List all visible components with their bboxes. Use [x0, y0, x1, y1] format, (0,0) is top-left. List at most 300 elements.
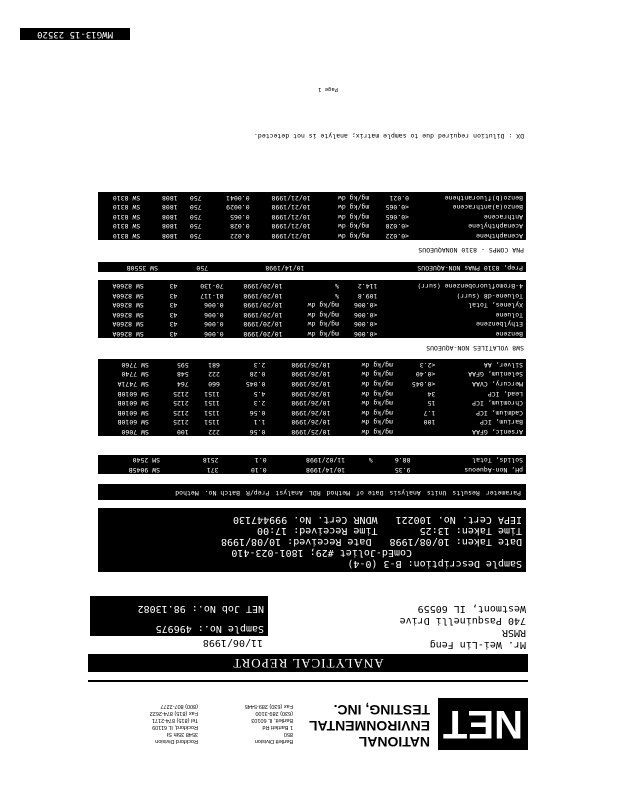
table-cell: 0.1 — [254, 456, 267, 465]
table-cell: 10/26/1998 — [291, 370, 331, 379]
table-cell: 1.1 — [253, 418, 266, 427]
pna-header: PNA COMPS - 8310 NONAQUEOUS — [418, 246, 524, 254]
table-cell: <0.006 — [353, 310, 378, 319]
table-cell: 681 — [208, 360, 220, 369]
table-row — [98, 230, 526, 240]
table-cell: 10/21/1998 — [271, 232, 311, 240]
table-row — [98, 300, 526, 310]
table-row — [98, 455, 526, 465]
table-cell: mg/kg dw — [337, 212, 370, 221]
table-cell: mg/kg dw — [337, 232, 370, 240]
table-cell: 1808 — [161, 212, 178, 221]
table-cell: 10/21/1998 — [271, 212, 311, 221]
table-row — [98, 426, 526, 436]
table-cell: 0.045 — [245, 380, 266, 389]
table-cell: 4-Bromofluorobenzene (surr) — [417, 282, 523, 291]
table-cell — [205, 230, 213, 240]
column-header: Batch No. — [204, 489, 240, 497]
table-cell — [318, 262, 328, 272]
table-cell: 1808 — [161, 193, 178, 202]
table-row — [98, 221, 526, 231]
addressee-name: Mr. Wei-Lin Feng — [429, 639, 526, 650]
table-cell — [152, 388, 161, 398]
table-cell: mg/kg dw — [361, 370, 393, 379]
net-logo: NET — [438, 698, 528, 750]
column-header: Analyst — [275, 489, 303, 497]
table-cell: Selenium, GFAA — [468, 370, 523, 379]
table-cell — [333, 378, 342, 388]
table-cell: 10/20/1998 — [243, 310, 283, 319]
table-cell: 2.3 — [253, 360, 266, 369]
table-cell: SW 6010B — [117, 418, 149, 427]
table-row — [98, 328, 526, 338]
table-cell — [147, 280, 155, 290]
table-cell: 10/20/1998 — [243, 291, 283, 300]
table-cell — [147, 300, 155, 310]
table-cell: <0.028 — [385, 222, 410, 231]
table-cell — [152, 426, 161, 436]
table-cell: 0.56 — [249, 428, 266, 436]
table-cell: 1808 — [161, 222, 178, 231]
table-row — [98, 202, 526, 212]
table-cell: 10/26/1998 — [291, 418, 331, 427]
column-header: Results — [452, 489, 480, 497]
column-header: RDL — [308, 489, 321, 497]
table-cell — [163, 455, 173, 465]
table-cell: 0.021 — [389, 193, 410, 202]
table-cell: 750 — [196, 264, 209, 272]
table-cell — [152, 417, 161, 427]
table-row — [98, 464, 526, 474]
table-cell: 750 — [189, 212, 202, 221]
table-cell: 34 — [427, 389, 436, 398]
table-cell — [314, 221, 322, 231]
table-cell: 750 — [189, 193, 202, 202]
table-cell — [222, 455, 232, 465]
table-cell: SW 8310 — [112, 203, 141, 212]
page-mark: Page 1 — [318, 86, 338, 92]
table-cell: 0.065 — [230, 212, 250, 221]
table-cell: Ethylbenzene — [476, 320, 523, 329]
table-cell: 109.8 — [357, 291, 378, 300]
table-cell: SW 8310 — [112, 193, 141, 202]
table-cell: 1.7 — [423, 408, 436, 417]
table-cell: 2125 — [173, 408, 189, 417]
table-cell: 0.006 — [204, 301, 224, 310]
table-cell: Anthracene — [483, 212, 523, 221]
report-title: ANALYTICAL REPORT — [88, 654, 528, 672]
table-cell — [205, 211, 213, 221]
table-cell: 0.0041 — [226, 193, 250, 202]
table-cell: % — [335, 282, 339, 291]
table-cell: Prep, 8310 PNAs NON-AQUEOUS — [417, 264, 523, 272]
table-cell — [173, 455, 183, 465]
table-cell: <0.006 — [353, 301, 378, 310]
results-table-c — [98, 280, 526, 338]
table-cell — [152, 359, 161, 369]
table-cell: Silver, AA — [483, 360, 523, 369]
table-cell — [152, 378, 161, 388]
table-cell: 11/02/1998 — [305, 456, 346, 465]
table-cell: SW 7060 — [121, 428, 149, 436]
addressee-street: 740 Pasquinelli Drive — [399, 615, 526, 626]
table-cell: 10/26/1998 — [291, 408, 331, 417]
table-cell: 1151 — [204, 389, 220, 398]
table-cell — [314, 230, 322, 240]
table-row — [98, 388, 526, 398]
table-cell — [147, 328, 155, 338]
table-cell: 750 — [189, 232, 202, 240]
table-cell: 43 — [169, 330, 178, 338]
report-date: 11/06/1998 — [202, 637, 263, 648]
sample-info-box: Sample Description: B-3 (0-4) ComEd-Joliet #29; 1801-023-410 Date Taken: 10/08/1998 Date Received: 10/08/1998 Time Taken: 13:25 Time Received: 17:00 IEPA Cert. No. 100221 WDNR Cert. No. 999447130 — [98, 508, 526, 572]
column-headers — [172, 487, 524, 497]
addressee-block — [400, 602, 526, 650]
table-cell — [152, 369, 161, 379]
table-cell: 15 — [427, 399, 436, 408]
table-cell — [180, 328, 188, 338]
division-bartlett: Bartlett Division 850 1 Bartlett Rd Bartlett, IL 60103 (630) 289-3100 Fax (630) 289-5445 — [244, 703, 293, 744]
table-cell: mg/kg dw — [361, 418, 393, 427]
table-cell: 0.006 — [204, 320, 224, 329]
table-cell: Acenaphthene — [476, 232, 523, 240]
table-cell: 10/26/1998 — [291, 399, 331, 408]
table-cell: Benzo(a)anthracene — [452, 203, 523, 212]
table-cell — [333, 417, 342, 427]
table-cell — [143, 211, 151, 221]
table-cell: % — [335, 291, 339, 300]
table-cell: 750 — [189, 203, 202, 212]
table-cell — [314, 192, 322, 202]
table-cell: 2.3 — [253, 399, 266, 408]
table-cell — [205, 221, 213, 231]
addressee-org: RMSR — [501, 627, 526, 638]
table-cell — [205, 202, 213, 212]
table-cell: 10/25/1998 — [291, 428, 331, 436]
table-cell: 0.006 — [204, 330, 224, 338]
table-cell — [223, 426, 232, 436]
table-cell: Toluene — [495, 310, 523, 319]
document-code: MWG13-15 23520 — [20, 28, 130, 40]
table-cell: 10/20/1998 — [243, 330, 283, 338]
table-cell: SW 7740 — [121, 370, 149, 379]
table-row — [98, 378, 526, 388]
table-cell — [155, 328, 163, 338]
table-cell: mg/kg dw — [337, 222, 370, 231]
table-cell — [286, 309, 294, 319]
table-cell: SW 8310 — [112, 232, 141, 240]
table-row — [98, 417, 526, 427]
table-cell: 10/20/1998 — [243, 301, 283, 310]
table-cell — [307, 262, 317, 272]
table-cell: 10/26/1998 — [291, 380, 331, 389]
addressee-city: Westmont, IL 60559 — [417, 603, 526, 614]
table-cell: <0.40 — [415, 370, 436, 379]
table-cell — [223, 398, 232, 408]
column-header: Method — [175, 489, 199, 497]
table-cell — [147, 290, 155, 300]
table-cell: 10/21/1998 — [271, 193, 311, 202]
table-cell — [222, 464, 232, 474]
table-cell — [223, 369, 232, 379]
table-cell: mg/kg dw — [307, 330, 339, 338]
table-cell: 88.6 — [394, 456, 411, 465]
table-cell: SW 8260A — [112, 291, 144, 300]
table-cell — [163, 464, 173, 474]
table-cell: <0.006 — [353, 320, 378, 329]
table-cell: Mercury, CVAA — [472, 380, 523, 389]
column-header: Method — [326, 489, 351, 497]
table-cell — [286, 280, 294, 290]
table-cell: 100 — [423, 418, 436, 427]
table-cell — [180, 290, 188, 300]
table-cell: 43 — [169, 320, 178, 329]
table-cell: 43 — [169, 291, 178, 300]
job-number: 98.13082 — [137, 603, 186, 614]
table-cell: SM 2540 — [132, 456, 161, 465]
table-cell — [223, 417, 232, 427]
table-cell — [180, 309, 188, 319]
table-cell — [223, 378, 232, 388]
table-cell — [359, 464, 376, 474]
table-cell: 1151 — [204, 408, 220, 417]
table-cell: % — [368, 456, 373, 465]
table-cell: SW 8260A — [112, 310, 144, 319]
table-cell — [205, 192, 213, 202]
table-cell — [314, 211, 322, 221]
table-cell: 10/26/1998 — [291, 389, 331, 398]
table-cell — [152, 398, 161, 408]
table-cell: Barium, ICP — [479, 418, 523, 427]
table-cell — [286, 328, 294, 338]
table-cell — [143, 230, 151, 240]
table-cell — [143, 221, 151, 231]
table-cell: 595 — [176, 360, 189, 369]
table-cell — [333, 369, 342, 379]
table-row — [98, 407, 526, 417]
table-cell: SW 9045B — [128, 466, 161, 474]
table-cell: Benzo(b)fluoranthene — [444, 193, 523, 202]
table-cell: 0.10 — [250, 466, 267, 474]
table-cell: 1151 — [204, 399, 220, 408]
table-cell — [155, 309, 163, 319]
table-cell: <0.022 — [385, 232, 410, 240]
table-cell: Chromium, ICP — [472, 399, 523, 408]
table-cell: SW 6010B — [117, 399, 149, 408]
table-cell — [152, 407, 161, 417]
table-cell — [223, 388, 232, 398]
table-cell: 371 — [206, 466, 219, 474]
table-cell: <0.065 — [385, 203, 410, 212]
table-cell: 1808 — [161, 232, 178, 240]
division-rockford: Rockford Division 3548 35th St Rockford, IL 61109 Tel (815) 874-2171 Fax (815) 874-2622 (800) 807-2277 — [149, 703, 198, 744]
table-cell: <2.3 — [419, 360, 436, 369]
table-cell — [155, 319, 163, 329]
table-cell: 0.0029 — [226, 203, 250, 212]
table-cell: 10/20/1998 — [243, 320, 283, 329]
table-cell: mg/kg dw — [307, 310, 339, 319]
table-cell — [333, 426, 342, 436]
table-cell: 2125 — [173, 418, 189, 427]
table-row — [98, 369, 526, 379]
table-cell: 764 — [176, 380, 189, 389]
table-cell — [180, 319, 188, 329]
table-row — [98, 280, 526, 290]
table-cell — [333, 407, 342, 417]
table-cell: 2518 — [202, 456, 219, 465]
table-cell: 222 — [208, 428, 220, 436]
column-header: Units — [426, 489, 447, 497]
table-cell: <0.065 — [385, 212, 410, 221]
table-cell: Benzene — [495, 330, 523, 338]
table-cell: 2125 — [173, 389, 189, 398]
table-cell: 1808 — [161, 203, 178, 212]
table-cell: SW 8260A — [112, 330, 144, 338]
table-cell — [333, 398, 342, 408]
table-cell — [155, 280, 163, 290]
table-cell: 10/14/1998 — [265, 264, 305, 272]
table-cell — [333, 359, 342, 369]
table-row — [98, 211, 526, 221]
table-cell: SW 7760 — [121, 360, 149, 369]
table-row — [98, 309, 526, 319]
table-cell — [328, 262, 338, 272]
table-cell — [223, 359, 232, 369]
table-cell — [173, 464, 183, 474]
table-row — [98, 359, 526, 369]
sample-site: ComEd-Joliet #29; 1801-023-410 — [231, 547, 412, 558]
table-cell: SW 8310 — [112, 222, 141, 231]
table-cell — [147, 309, 155, 319]
table-cell: mg/kg dw — [361, 389, 393, 398]
table-cell: SW 6010B — [117, 389, 149, 398]
table-cell: 4.5 — [253, 389, 266, 398]
sample-id-box: Sample No.: 496975 NET Job No.: 98.13082 — [90, 596, 268, 636]
table-cell: 70-130 — [200, 282, 224, 291]
sample-number: 496975 — [155, 623, 192, 634]
table-row — [98, 319, 526, 329]
table-cell — [223, 407, 232, 417]
table-cell: 9.35 — [394, 466, 411, 474]
table-cell: SW 8260A — [112, 320, 144, 329]
footnote: DX : Dilution required due to sample matrix; analyte is not detected. — [253, 132, 524, 140]
column-header: Prep/R — [245, 489, 270, 497]
table-cell: SW 7471A — [117, 380, 149, 389]
table-row — [98, 192, 526, 202]
table-cell: 2125 — [173, 399, 189, 408]
table-cell: Xylenes, Total — [468, 301, 523, 310]
table-cell: 43 — [169, 310, 178, 319]
company-logo-block — [88, 680, 528, 762]
table-cell: 0.28 — [249, 370, 266, 379]
table-cell: Lead, ICP — [487, 389, 523, 398]
table-cell: SW 3550B — [126, 264, 158, 272]
table-cell — [171, 262, 181, 272]
table-cell: SW 8260A — [112, 301, 144, 310]
table-cell: 114.2 — [357, 282, 378, 291]
table-cell: 43 — [169, 282, 178, 291]
table-cell — [314, 202, 322, 212]
table-cell — [155, 300, 163, 310]
table-cell — [180, 300, 188, 310]
table-cell — [333, 388, 342, 398]
table-cell — [348, 464, 358, 474]
table-cell — [396, 426, 438, 436]
table-cell: 0.028 — [230, 222, 250, 231]
table-cell: 10/26/1998 — [291, 360, 331, 369]
table-cell — [143, 202, 151, 212]
table-cell: 81-117 — [200, 291, 224, 300]
table-cell: 660 — [208, 380, 220, 389]
table-cell: 10/14/1998 — [305, 466, 346, 474]
table-cell: mg/kg dw — [361, 380, 393, 389]
table-cell: 100 — [176, 428, 189, 436]
table-cell: 1151 — [204, 418, 220, 427]
table-cell: 750 — [189, 222, 202, 231]
voc-header: SW8 VOLATILES NON-AQUEOUS — [426, 344, 524, 352]
table-cell: 0.56 — [249, 408, 266, 417]
table-cell: mg/kg dw — [337, 203, 370, 212]
table-cell — [286, 319, 294, 329]
table-cell: 0.022 — [230, 232, 250, 240]
table-cell: 10/21/1998 — [271, 203, 311, 212]
table-cell: Solids, Total — [472, 456, 523, 465]
results-table-a — [98, 455, 526, 474]
table-cell — [143, 192, 151, 202]
table-cell: mg/kg dw — [361, 399, 393, 408]
table-cell: mg/kg dw — [307, 301, 339, 310]
table-cell: mg/kg dw — [307, 320, 339, 329]
results-table-d — [98, 192, 526, 240]
table-cell: 548 — [176, 370, 189, 379]
table-cell — [161, 262, 171, 272]
table-cell — [211, 262, 221, 272]
table-cell: Arsenic, GFAA — [472, 428, 523, 436]
table-cell — [147, 319, 155, 329]
table-cell: mg/kg dw — [361, 408, 393, 417]
table-cell: SW 8260A — [112, 282, 144, 291]
pna-prep-row — [98, 262, 526, 272]
table-cell: 10/21/1998 — [271, 222, 311, 231]
table-cell: <0.045 — [411, 380, 436, 389]
company-name: NATIONAL ENVIRONMENTAL TESTING, INC. — [308, 702, 430, 750]
table-cell: 10/20/1998 — [243, 282, 283, 291]
table-cell — [180, 280, 188, 290]
table-cell: SW 6010B — [117, 408, 149, 417]
table-cell: <0.006 — [353, 330, 378, 338]
table-cell — [286, 290, 294, 300]
table-cell: Toluene-d8 (surr) — [456, 291, 523, 300]
table-cell: mg/kg dw — [361, 428, 393, 436]
table-cell — [286, 300, 294, 310]
table-cell: pH, Non-Aqueous — [464, 466, 523, 474]
table-cell: 0.006 — [204, 310, 224, 319]
table-cell — [155, 290, 163, 300]
table-row — [98, 290, 526, 300]
table-row — [98, 262, 526, 272]
table-cell: 43 — [169, 301, 178, 310]
table-cell: mg/kg dw — [361, 360, 393, 369]
table-cell — [221, 262, 231, 272]
results-table-b — [98, 359, 526, 436]
table-cell: 222 — [208, 370, 220, 379]
column-header: Analysis — [389, 489, 421, 497]
table-cell: Cadmium, ICP — [476, 408, 523, 417]
table-cell: SW 8310 — [112, 212, 141, 221]
table-row — [98, 398, 526, 408]
column-header: Parameter — [485, 489, 521, 497]
table-cell — [348, 455, 358, 465]
